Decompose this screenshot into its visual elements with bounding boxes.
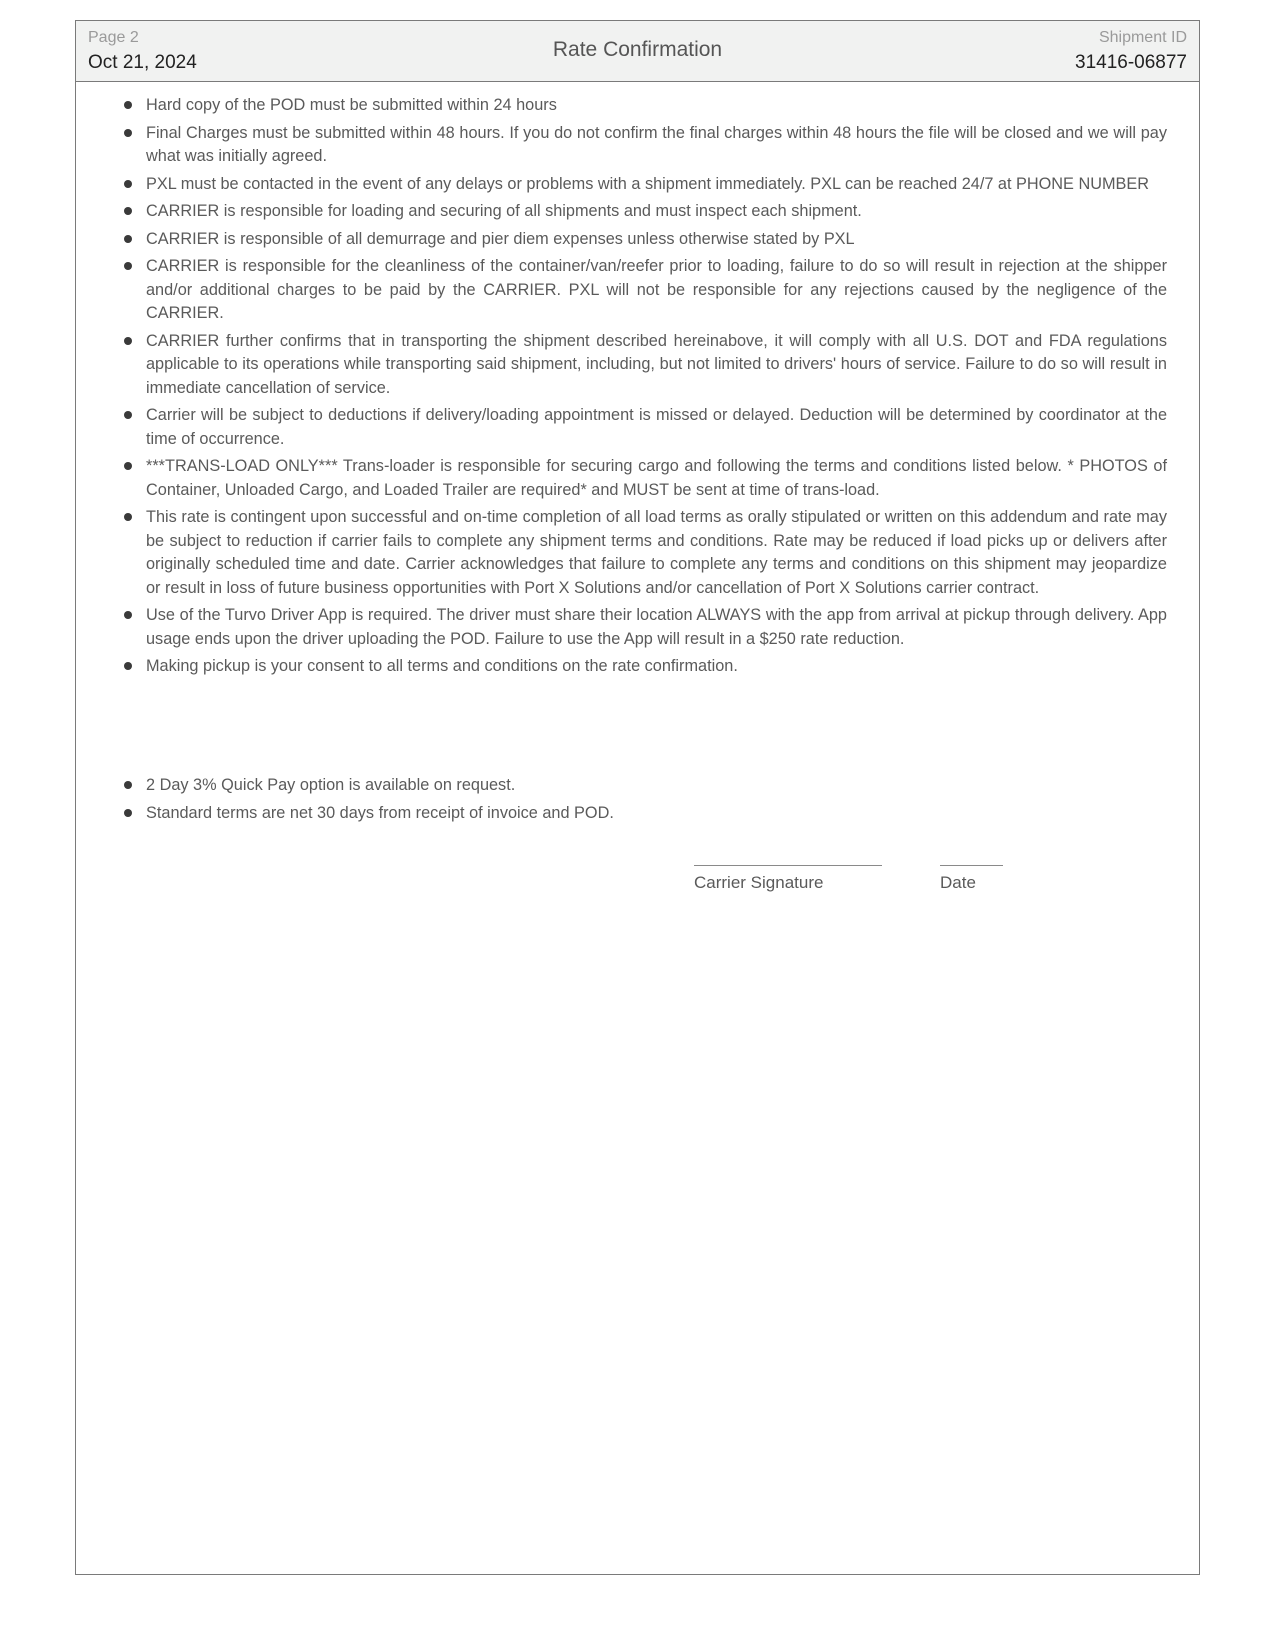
date-signature-line	[940, 865, 1003, 866]
term-item: CARRIER further confirms that in transporting the shipment described hereinabove, it will comply with all U.S. DOT and FDA regulations applicable to its operations while transporting said shipment, including, but not limited to drivers' hours of service. Failure to do so will result in immediate cancellation of service.	[122, 330, 1167, 401]
term-item: CARRIER is responsible for the cleanliness of the container/van/reefer prior to loading, failure to do so will result in rejection at the shipper and/or additional charges to be paid by the CARRIER. PXL will not be responsible for any rejections caused by the negligence of the CARRIER.	[122, 255, 1167, 326]
shipment-id-value: 31416-06877	[1075, 52, 1187, 73]
term-item: Carrier will be subject to deductions if delivery/loading appointment is missed or delayed. Deduction will be determined by coordinator at the time of occurrence.	[122, 404, 1167, 451]
payment-term-item: 2 Day 3% Quick Pay option is available on request.	[122, 774, 1167, 798]
document-page	[75, 20, 1200, 1575]
shipment-id-label: Shipment ID	[1098, 29, 1187, 46]
terms-list	[122, 94, 1167, 683]
document-date: Oct 21, 2024	[88, 52, 197, 73]
page-number-label: Page 2	[88, 29, 139, 46]
term-item: Final Charges must be submitted within 48 hours. If you do not confirm the final charges within 48 hours the file will be closed and we will pay what was initially agreed.	[122, 122, 1167, 169]
payment-term-item: Standard terms are net 30 days from receipt of invoice and POD.	[122, 802, 1167, 826]
date-signature-label: Date	[940, 873, 976, 892]
document-title: Rate Confirmation	[552, 38, 723, 61]
document-header	[76, 21, 1199, 82]
carrier-signature-line	[694, 865, 882, 866]
payment-terms-list	[122, 774, 1167, 829]
carrier-signature-label: Carrier Signature	[694, 873, 824, 892]
term-item: CARRIER is responsible for loading and securing of all shipments and must inspect each shipment.	[122, 200, 1167, 224]
term-item: Making pickup is your consent to all terms and conditions on the rate confirmation.	[122, 655, 1167, 679]
term-item: This rate is contingent upon successful and on-time completion of all load terms as orally stipulated or written on this addendum and rate may be subject to reduction if carrier fails to complete any shipment terms and conditions. Rate may be reduced if load picks up or delivers after originally scheduled time and date. Carrier acknowledges that failure to complete any terms and conditions on this shipment may jeopardize or result in loss of future business opportunities with Port X Solutions and/or cancellation of Port X Solutions carrier contract.	[122, 506, 1167, 600]
term-item: CARRIER is responsible of all demurrage and pier diem expenses unless otherwise stated by PXL	[122, 228, 1167, 252]
term-item: Hard copy of the POD must be submitted within 24 hours	[122, 94, 1167, 118]
term-item: PXL must be contacted in the event of any delays or problems with a shipment immediately. PXL can be reached 24/7 at PHONE NUMBER	[122, 173, 1167, 197]
term-item: ***TRANS-LOAD ONLY*** Trans-loader is responsible for securing cargo and following the terms and conditions listed below. * PHOTOS of Container, Unloaded Cargo, and Loaded Trailer are required* and MUST be sent at time of trans-load.	[122, 455, 1167, 502]
term-item: Use of the Turvo Driver App is required. The driver must share their location ALWAYS with the app from arrival at pickup through delivery. App usage ends upon the driver uploading the POD. Failure to use the App will result in a $250 rate reduction.	[122, 604, 1167, 651]
